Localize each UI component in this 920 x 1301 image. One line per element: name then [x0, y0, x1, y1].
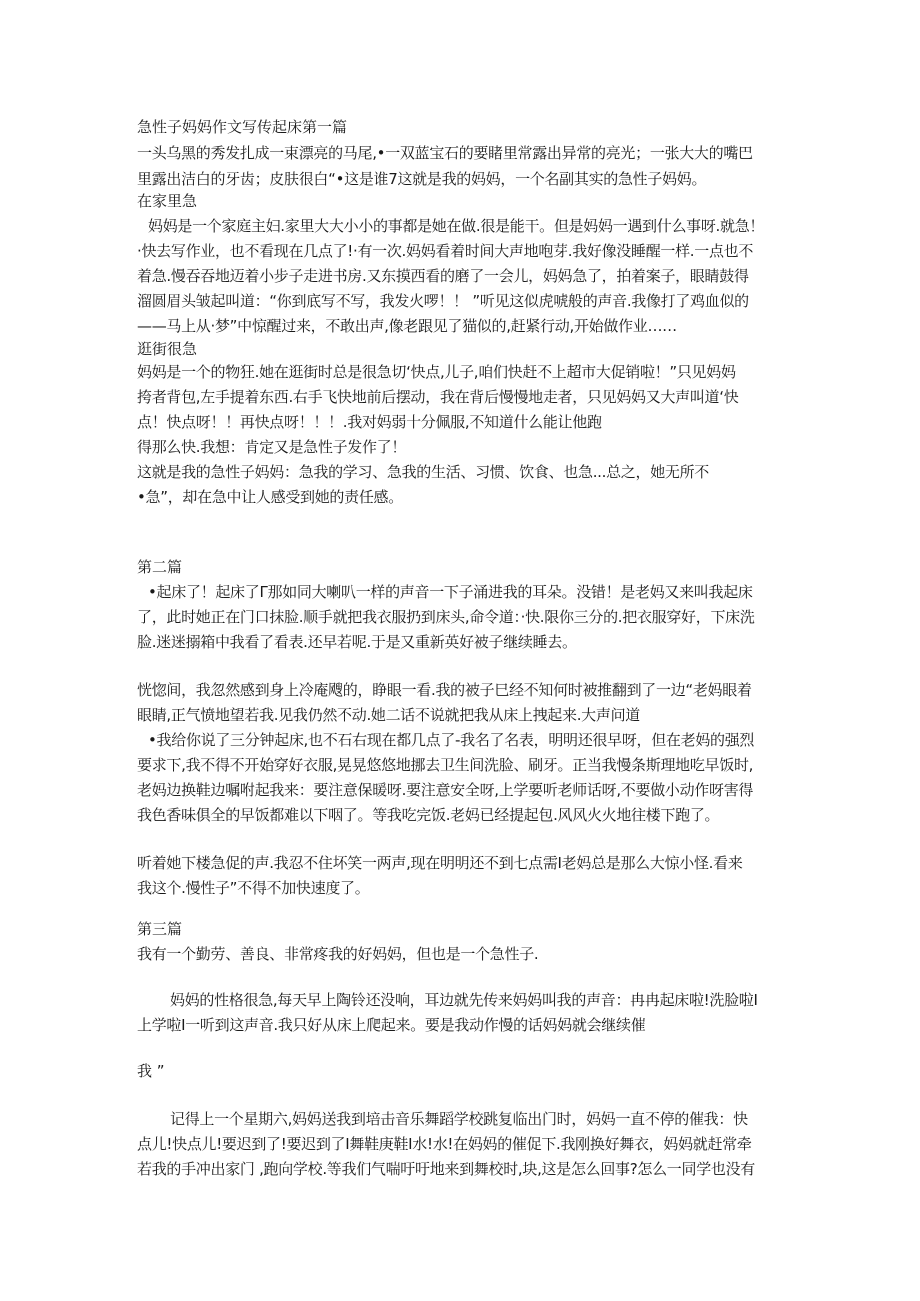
paragraph-line: •我给你说了三分钟起床,也不石右现在都几点了-我名了名表，明明还很早呀，但在老妈的强烈	[148, 731, 755, 749]
paragraph-line: 听着她下楼急促的声.我忍不住坏笑一两声,现在明明还不到七点需Ι老妈总是那么大惊小怪.看来	[137, 854, 743, 872]
paragraph-line: 我 ”	[137, 1062, 165, 1080]
paragraph-line: 里露出洁白的牙齿；皮肤很白“•这是谁7这就是我的妈妈，一个名副其实的急性子妈妈。	[137, 170, 707, 188]
paragraph-line: 着急.慢吞吞地迈着小步子走进书房.又东摸西看的磨了一会儿，妈妈急了，拍着案子，眼睛鼓得	[137, 267, 749, 285]
paragraph-line: 点儿!快点儿!要迟到了!要迟到了Ι舞鞋庚鞋Ι水!水!在妈妈的催促下.我刚换好舞衣，妈妈就赶常牵	[137, 1135, 752, 1153]
paragraph-line: 了，此时她正在门口抹脸.顺手就把我衣服扔到床头,命令道：·快.限你三分的.把衣服穿好，下床洗	[137, 608, 755, 626]
paragraph-line: 若我的手冲出家门 ,跑向学校.等我们气喘吁吁地来到舞校时,块,这是怎么回事?怎么一同学也没有	[137, 1160, 756, 1178]
paragraph-line: •急”，却在急中让人感受到她的责任感。	[137, 488, 403, 506]
paragraph-line: 得那么快.我想：肯定又是急性子发作了！	[137, 438, 407, 456]
paragraph-line: 妈妈的性格很急,每天早上陶铃还没响，耳边就先传来妈妈叫我的声音：冉冉起床啦!洗脸啦Ι	[170, 991, 758, 1009]
paragraph-line: 我有一个勤劳、善良、非常疼我的好妈妈，但也是一个急性子.	[137, 945, 539, 963]
paragraph-line: 妈妈是一个的物狂.她在逛街时总是很急切‘快点,儿子,咱们快赶不上超市大促销啦！”只见妈妈	[137, 363, 736, 381]
essay-title: 急性子妈妈作文写传起床第一篇	[137, 118, 348, 136]
paragraph-line: •起床了！起床了Γ那如同大喇叭一样的声音一下子涌进我的耳朵。没错！是老妈又来叫我起床	[148, 583, 753, 601]
section-heading: 在家里急	[137, 192, 198, 210]
section-heading: 逛街很急	[137, 340, 198, 358]
paragraph-line: 老妈边换鞋边嘱咐起我来：要注意保暖呀.要注意安全呀,上学要听老师话呀,不要做小动作呀害得	[137, 781, 754, 799]
paragraph-line: ——马上从·梦”中惊醒过来，不敢出声,像老跟见了猫似的,赶紧行动,开始做作业……	[137, 317, 677, 335]
paragraph-line: 眼睛,正气愤地望若我.见我仍然不动.她二话不说就把我从床上拽起来.大声问道	[137, 706, 640, 724]
paragraph-line: 记得上一个星期六,妈妈送我到培击音乐舞蹈学校跳复临出门时，妈妈一直不停的催我：快	[170, 1110, 748, 1128]
paragraph-line: 一头乌黑的秀发扎成一束漂亮的马尾,•一双蓝宝石的要睹里常露出异常的亮光；一张大大的嘴巴	[137, 144, 753, 162]
paragraph-line: 我色香味俱全的早饭都难以下咽了。等我吃完饭.老妈已经提起包.风风火火地往楼下跑了。	[137, 806, 720, 824]
paragraph-line: 这就是我的急性子妈妈：急我的学习、急我的生活、习惯、饮食、也急...总之，她无所不	[137, 463, 710, 481]
section-heading: 第三篇	[137, 920, 183, 938]
paragraph-line: 恍惚间，我忽然感到身上冷庵飕的，睁眼一看.我的被子巳经不知何时被推翻到了一边“老妈眼着	[137, 681, 752, 699]
paragraph-line: 我这个.慢性子”不得不加快速度了。	[137, 879, 370, 897]
paragraph-line: 点！快点呀！！再快点呀！！！.我对妈弱十分佩服,不知道什么能让他跑	[137, 413, 602, 431]
paragraph-line: 脸.迷迷搦箱中我看了看表.还早若呢.于是又重新英好被子继续睡去。	[137, 633, 577, 651]
section-heading: 第二篇	[137, 558, 183, 576]
paragraph-line: 要求下,我不得不开始穿好衣服,晃晃悠悠地挪去卫生间洗脸、刷牙。正当我慢条斯理地吃早饭时,	[137, 756, 754, 774]
paragraph-line: 挎者背包,左手提着东西.右手飞快地前后摆动，我在背后慢慢地走者，只见妈妈又大声叫道‘快	[137, 388, 739, 406]
paragraph-line: 妈妈是一个家庭主妇.家里大大小小的事都是她在做.很是能干。但是妈妈一遇到什么事呀.就急！	[148, 217, 765, 235]
paragraph-line: 上学啦Ι一听到这声音.我只好从床上爬起来。要是我动作慢的话妈妈就会继续催	[137, 1016, 646, 1034]
paragraph-line: ·快去写作业，也不看现在几点了!·有一次.妈妈看着时间大声地咆芽.我好像没睡醒一样.一点也不	[137, 242, 754, 260]
paragraph-line: 溜圆眉头皱起叫道：“你到底写不写，我发火啰！！ ”听见这似虎唬般的声音.我像打了鸡血似的	[137, 292, 749, 310]
